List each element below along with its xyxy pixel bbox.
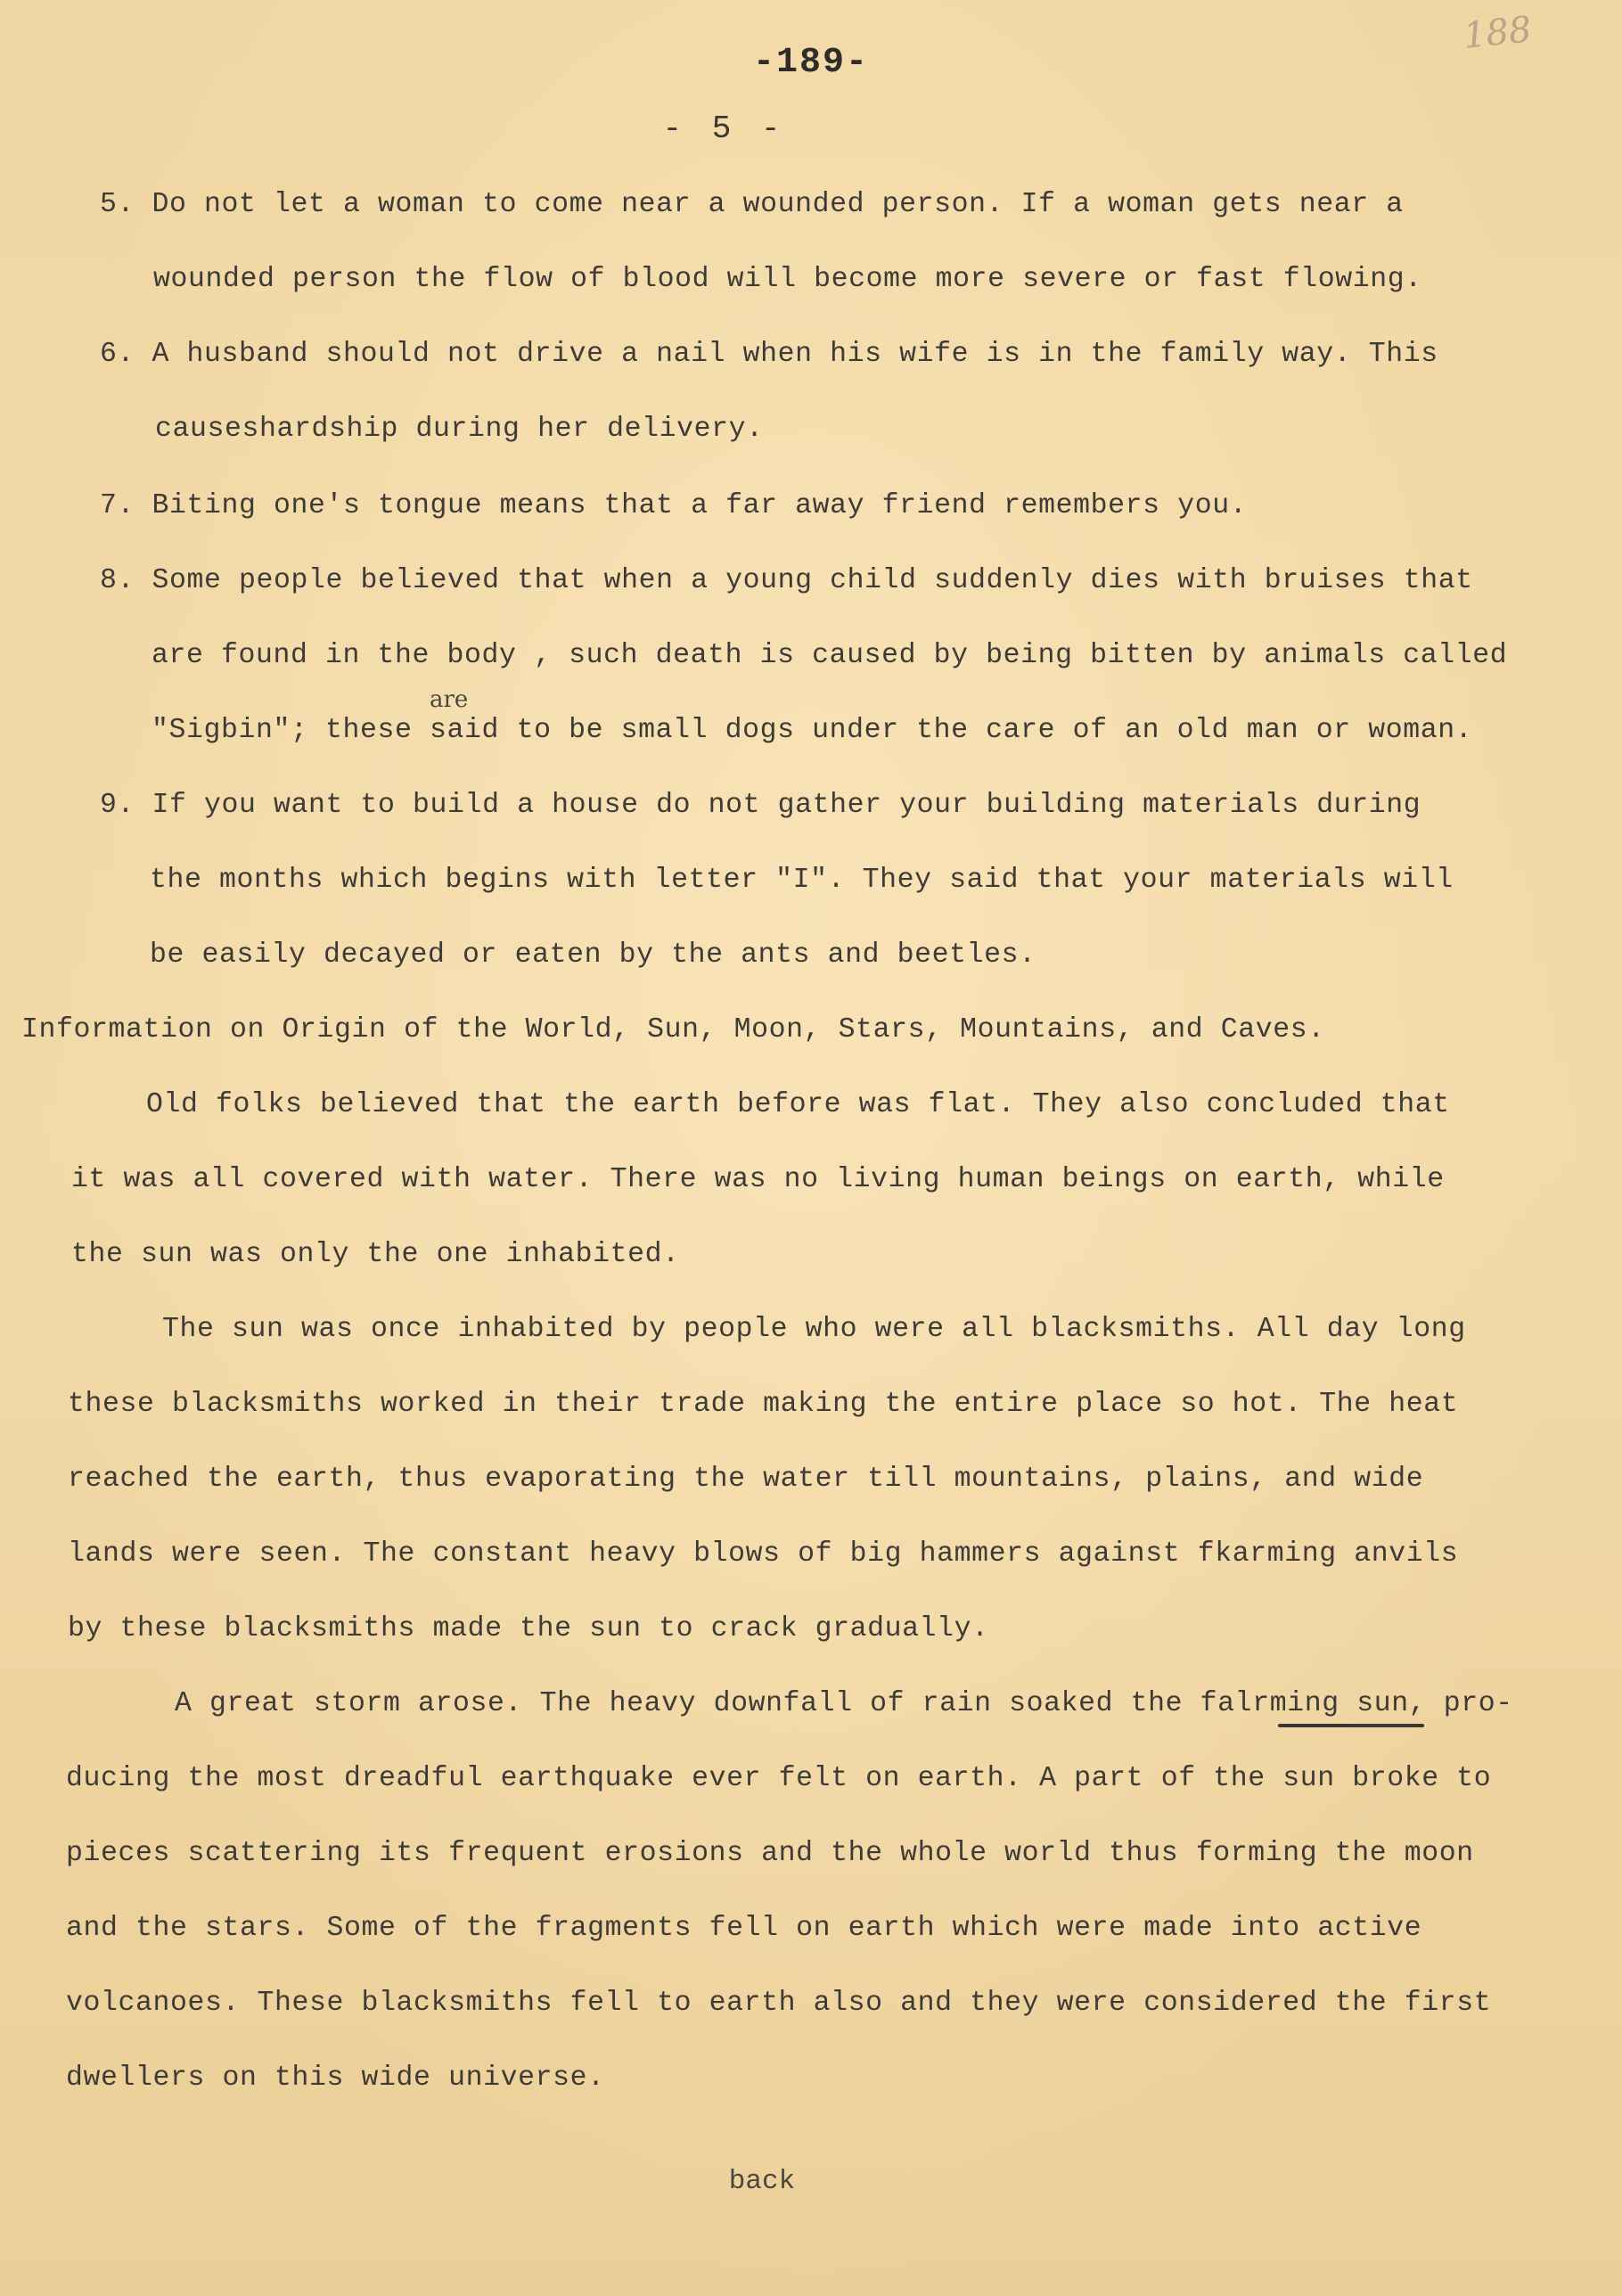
text-line: 8. Some people believed that when a young child suddenly dies with bruises that (100, 565, 1473, 596)
text-line: by these blacksmiths made the sun to crack gradually. (68, 1613, 989, 1644)
text-line: reached the earth, thus evaporating the water till mountains, plains, and wide (68, 1464, 1424, 1495)
text-line: volcanoes. These blacksmiths fell to earth also and they were considered the first (66, 1988, 1492, 2019)
section-heading: Information on Origin of the World, Sun, Moon, Stars, Mountains, and Caves. (21, 1014, 1325, 1046)
text-line: be easily decayed or eaten by the ants and beetles. (150, 939, 1036, 971)
section-number: - 5 - (662, 111, 786, 147)
insertion-mark: are (430, 686, 469, 713)
text-line: 9. If you want to build a house do not gather your building materials during (100, 790, 1421, 821)
text-line: Old folks believed that the earth before was flat. They also concluded that (146, 1089, 1450, 1120)
text-line: these blacksmiths worked in their trade making the entire place so hot. The heat (68, 1389, 1459, 1420)
text-line: are found in the body , such death is caused by being bitten by animals called (152, 640, 1508, 671)
text-line: and the stars. Some of the fragments fell on earth which were made into active (66, 1913, 1422, 1944)
text-line: 6. A husband should not drive a nail when his wife is in the family way. This (100, 339, 1438, 370)
text-line: causeshardship during her delivery. (155, 414, 764, 445)
text-line: wounded person the flow of blood will become more severe or fast flowing. (153, 264, 1422, 295)
back-label: back (728, 2166, 796, 2197)
text-line: the months which begins with letter "I". They said that your materials will (150, 865, 1454, 896)
handwritten-underline (1278, 1724, 1424, 1727)
text-line: dwellers on this wide universe. (66, 2062, 605, 2094)
text-line: 5. Do not let a woman to come near a wounded person. If a woman gets near a (100, 189, 1404, 220)
archive-page-mark: 188 (1461, 9, 1534, 57)
text-line: the sun was only the one inhabited. (71, 1239, 680, 1270)
text-line: The sun was once inhabited by people who were all blacksmiths. All day long (162, 1314, 1466, 1345)
text-line: it was all covered with water. There was no living human beings on earth, while (71, 1164, 1445, 1195)
text-line: A great storm arose. The heavy downfall of rain soaked the falrming sun, pro- (175, 1688, 1513, 1719)
text-line: pieces scattering its frequent erosions and the whole world thus forming the moon (66, 1838, 1474, 1869)
text-line: 7. Biting one's tongue means that a far away friend remembers you. (100, 490, 1248, 521)
text-line: ducing the most dreadful earthquake ever felt on earth. A part of the sun broke to (66, 1763, 1492, 1794)
text-line: "Sigbin"; these said to be small dogs under the care of an old man or woman. (152, 715, 1473, 746)
text-line: lands were seen. The constant heavy blows of big hammers against fkarming anvils (68, 1538, 1459, 1570)
page-number: -189- (752, 43, 870, 83)
